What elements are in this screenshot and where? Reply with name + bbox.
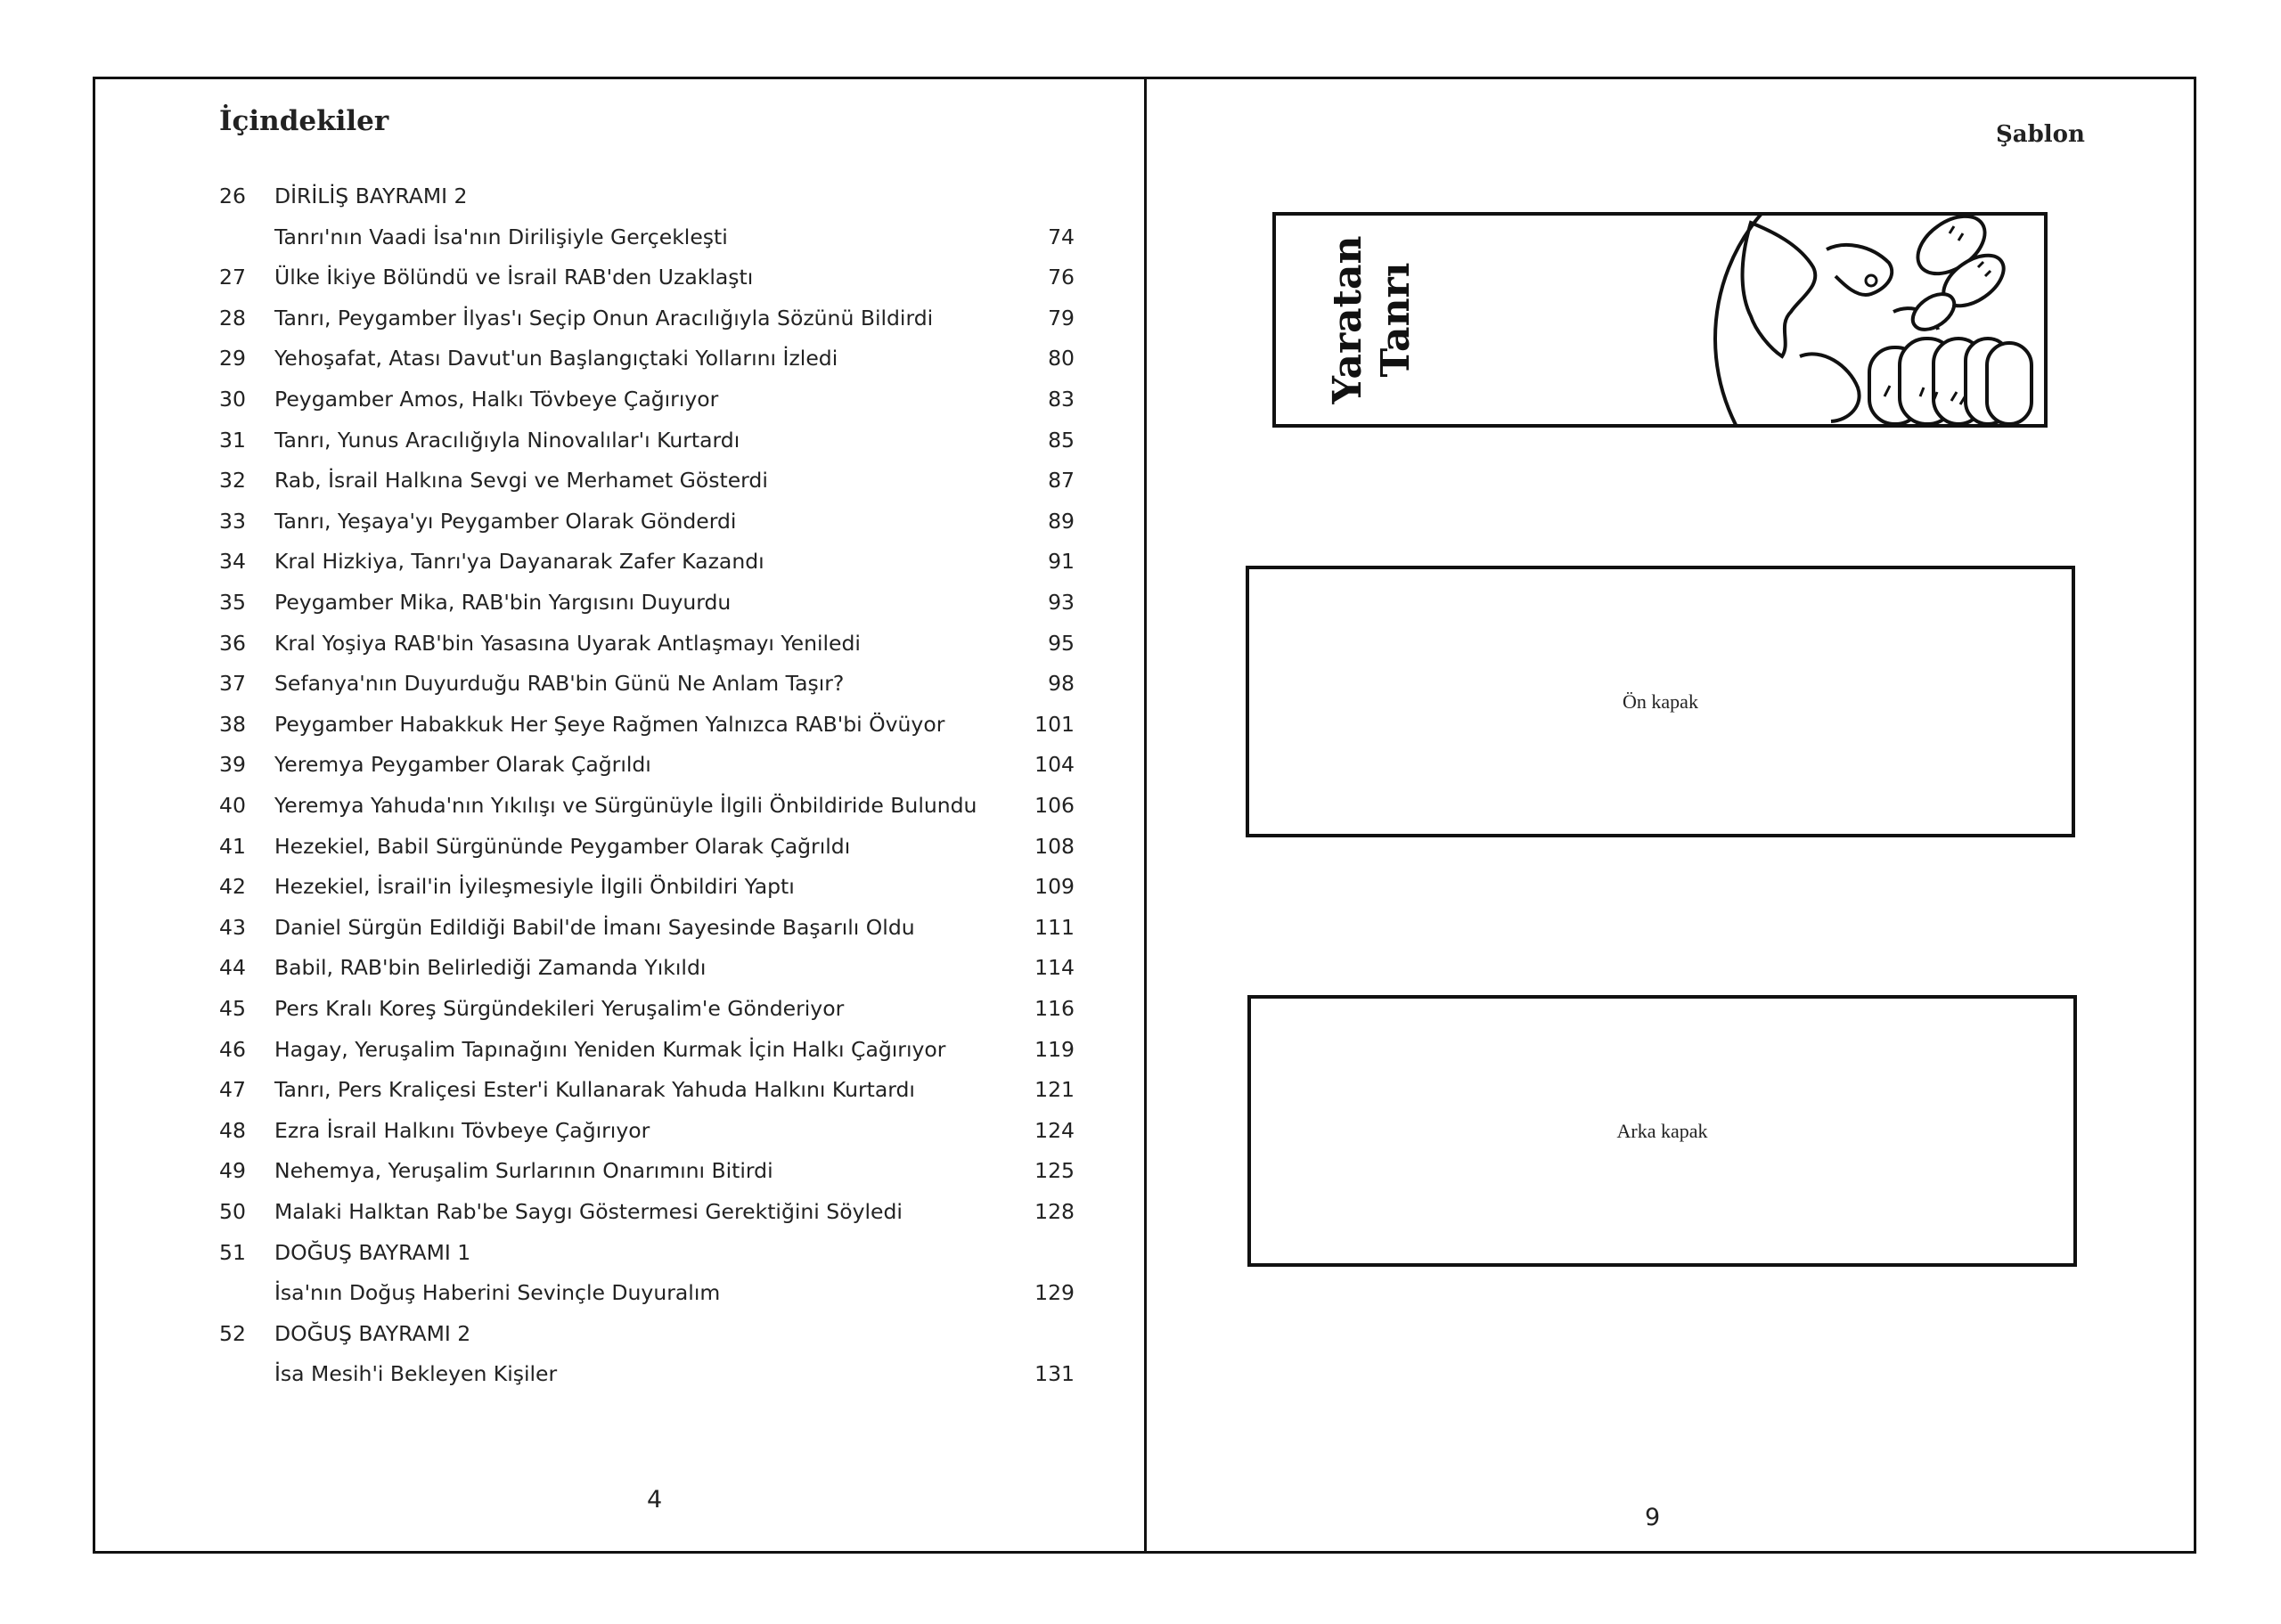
toc-entry-title: Sefanya'nın Duyurduğu RAB'bin Günü Ne Anlam Taşır?	[274, 671, 845, 697]
toc-entry	[219, 991, 1075, 1026]
toc-entry-number: 51	[219, 1239, 246, 1265]
toc-entry	[219, 462, 1075, 498]
bookmark-title-line1: Yaratan	[1325, 235, 1370, 404]
toc-entry-title: Tanrı, Pers Kraliçesi Ester'i Kullanarak Yahuda Halkını Kurtardı	[274, 1077, 915, 1103]
toc-entry-page: 76	[1048, 265, 1075, 290]
left-page-number: 4	[647, 1486, 663, 1514]
toc-entry-title: Peygamber Amos, Halkı Tövbeye Çağırıyor	[274, 387, 719, 412]
toc-entry	[219, 1113, 1075, 1148]
toc-entry	[219, 1275, 1075, 1310]
front-cover-template	[1246, 566, 2075, 837]
toc-entry-page: 93	[1048, 590, 1075, 615]
toc-entry-title: Daniel Sürgün Edildiği Babil'de İmanı Sayesinde Başarılı Oldu	[274, 914, 915, 940]
toc-entry-page: 125	[1034, 1158, 1075, 1184]
bookmark-title-line2: Tanrı	[1373, 262, 1418, 378]
toc-entry-number: 50	[219, 1199, 246, 1224]
toc-entry-number: 38	[219, 711, 246, 737]
toc-entry-number: 47	[219, 1077, 246, 1103]
toc-entry	[219, 788, 1075, 823]
toc-entry-page: 98	[1048, 671, 1075, 697]
toc-entry-title: Rab, İsrail Halkına Sevgi ve Merhamet Gösterdi	[274, 468, 768, 494]
template-heading: Şablon	[1996, 121, 2085, 148]
toc-entry	[219, 828, 1075, 864]
toc-entry-number: 27	[219, 265, 246, 290]
toc-entry	[219, 706, 1075, 742]
toc-entry-number: 48	[219, 1117, 246, 1143]
toc-entry-title: Kral Hizkiya, Tanrı'ya Dayanarak Zafer Kazandı	[274, 549, 764, 575]
toc-entry-title: Hezekiel, Babil Sürgününde Peygamber Olarak Çağrıldı	[274, 833, 851, 859]
toc-entry-title: Pers Kralı Koreş Sürgündekileri Yeruşalim'e Gönderiyor	[274, 996, 845, 1021]
toc-entry	[219, 1032, 1075, 1067]
toc-entry-page: 121	[1034, 1077, 1075, 1103]
toc-entry-number: 28	[219, 305, 246, 331]
toc-entry-page: 83	[1048, 387, 1075, 412]
toc-entry-number: 31	[219, 427, 246, 453]
toc-entry-number: 35	[219, 590, 246, 615]
toc-entry-number: 26	[219, 184, 246, 208]
toc-entry-number: 30	[219, 387, 246, 412]
toc-entry	[219, 1356, 1075, 1391]
toc-entry	[219, 625, 1075, 661]
toc-entry-title: Babil, RAB'bin Belirlediği Zamanda Yıkıldı	[274, 955, 707, 981]
toc-entry-number: 46	[219, 1036, 246, 1062]
toc-entry	[219, 259, 1075, 295]
toc-entry-page: 129	[1034, 1280, 1075, 1306]
toc-entry-title: Yehoşafat, Atası Davut'un Başlangıçtaki Yollarını İzledi	[274, 346, 838, 371]
toc-entry-number: 42	[219, 874, 246, 900]
toc-entry	[219, 1235, 1075, 1270]
toc-entry-title: Tanrı, Yunus Aracılığıyla Ninovalılar'ı Kurtardı	[274, 427, 740, 453]
toc-entry-number: 29	[219, 346, 246, 371]
toc-entry-page: 80	[1048, 346, 1075, 371]
toc-entry-number: 45	[219, 996, 246, 1021]
front-cover-label: Ön kapak	[1623, 690, 1698, 713]
toc-entry	[219, 910, 1075, 945]
toc-entry-number: 43	[219, 914, 246, 940]
toc-entry-title: Peygamber Mika, RAB'bin Yargısını Duyurdu	[274, 590, 732, 615]
toc-entry	[219, 950, 1075, 985]
toc-entry-number: 49	[219, 1158, 246, 1184]
toc-entry-page: 131	[1034, 1361, 1075, 1387]
toc-entry-number: 40	[219, 793, 246, 818]
toc-entry-page: 114	[1034, 955, 1075, 981]
toc-entry-title: Hezekiel, İsrail'in İyileşmesiyle İlgili Önbildiri Yaptı	[274, 874, 795, 900]
toc-entry-page: 106	[1034, 793, 1075, 818]
toc-entry	[219, 340, 1075, 376]
toc-entry-title: Tanrı, Peygamber İlyas'ı Seçip Onun Aracılığıyla Sözünü Bildirdi	[274, 305, 934, 331]
toc-entry-number: 44	[219, 955, 246, 981]
toc-entry-title: Yeremya Yahuda'nın Yıkılışı ve Sürgünüyle İlgili Önbildiride Bulundu	[274, 793, 977, 818]
toc-entry	[219, 1316, 1075, 1351]
toc-entry-page: 89	[1048, 508, 1075, 534]
toc-entry	[219, 1072, 1075, 1107]
toc-entry	[219, 178, 1075, 214]
toc-entry-title: Malaki Halktan Rab'be Saygı Göstermesi Gerektiğini Söyledi	[274, 1199, 903, 1224]
toc-entry-number: 37	[219, 671, 246, 697]
back-cover-label: Arka kapak	[1616, 1119, 1708, 1142]
toc-entry	[219, 300, 1075, 336]
toc-entry-title: Hagay, Yeruşalim Tapınağını Yeniden Kurmak İçin Halkı Çağırıyor	[274, 1036, 946, 1062]
toc-entry-page: 119	[1034, 1036, 1075, 1062]
toc-entry	[219, 665, 1075, 701]
toc-entry-number: 33	[219, 508, 246, 534]
toc-entry	[219, 503, 1075, 539]
toc-entry-title: Kral Yoşiya RAB'bin Yasasına Uyarak Antlaşmayı Yeniledi	[274, 630, 861, 656]
toc-entry-title: DOĞUŞ BAYRAMI 2	[274, 1320, 471, 1346]
toc-entry-title: DİRİLİŞ BAYRAMI 2	[274, 184, 468, 208]
back-cover-template	[1247, 995, 2077, 1267]
toc-entry-page: 111	[1034, 914, 1075, 940]
bookmark-title	[1324, 235, 1420, 404]
toc-entry-number: 39	[219, 752, 246, 778]
toc-entry-page: 87	[1048, 468, 1075, 494]
right-page-number: 9	[1645, 1504, 1661, 1531]
toc-entry-title: Peygamber Habakkuk Her Şeye Rağmen Yalnızca RAB'bi Övüyor	[274, 711, 945, 737]
toc-entry-page: 124	[1034, 1117, 1075, 1143]
toc-entry-page: 128	[1034, 1199, 1075, 1224]
page-divider	[1144, 77, 1147, 1554]
toc-entry-page: 104	[1034, 752, 1075, 778]
toc-entry	[219, 1153, 1075, 1188]
toc-entry-title: Ülke İkiye Bölündü ve İsrail RAB'den Uzaklaştı	[274, 265, 754, 290]
toc-entry-number: 34	[219, 549, 246, 575]
toc-entry	[219, 543, 1075, 579]
toc-entry	[219, 584, 1075, 620]
toc-entry-title: Ezra İsrail Halkını Tövbeye Çağırıyor	[274, 1117, 650, 1143]
toc-entry	[219, 381, 1075, 417]
toc-entry-title: Tanrı'nın Vaadi İsa'nın Dirilişiyle Gerçekleşti	[274, 224, 728, 249]
globe-hands-illustration	[1666, 214, 2044, 424]
toc-entry-number: 32	[219, 468, 246, 494]
toc-entry-page: 95	[1048, 630, 1075, 656]
toc-entry-page: 91	[1048, 549, 1075, 575]
toc-entry-title: İsa'nın Doğuş Haberini Sevinçle Duyuralım	[274, 1280, 721, 1306]
toc-entry-page: 74	[1048, 224, 1075, 249]
toc-entry	[219, 422, 1075, 458]
toc-entry-page: 108	[1034, 833, 1075, 859]
toc-entry-number: 36	[219, 630, 246, 656]
toc-entry-title: DOĞUŞ BAYRAMI 1	[274, 1239, 471, 1265]
toc-entry-title: Tanrı, Yeşaya'yı Peygamber Olarak Gönderdi	[274, 508, 737, 534]
toc-entry	[219, 219, 1075, 255]
toc-entry-page: 101	[1034, 711, 1075, 737]
toc-entry-title: İsa Mesih'i Bekleyen Kişiler	[274, 1361, 558, 1387]
toc-entry	[219, 869, 1075, 904]
toc-entry-title: Yeremya Peygamber Olarak Çağrıldı	[274, 752, 651, 778]
toc-entry-page: 109	[1034, 874, 1075, 900]
toc-entry-number: 41	[219, 833, 246, 859]
toc-title: İçindekiler	[219, 105, 389, 137]
toc-entry-page: 116	[1034, 996, 1075, 1021]
toc-entry	[219, 1194, 1075, 1229]
toc-entry	[219, 747, 1075, 782]
toc-entry-number: 52	[219, 1320, 246, 1346]
toc-entry-title: Nehemya, Yeruşalim Surlarının Onarımını Bitirdi	[274, 1158, 773, 1184]
toc-entry-page: 85	[1048, 427, 1075, 453]
toc-entry-page: 79	[1048, 305, 1075, 331]
